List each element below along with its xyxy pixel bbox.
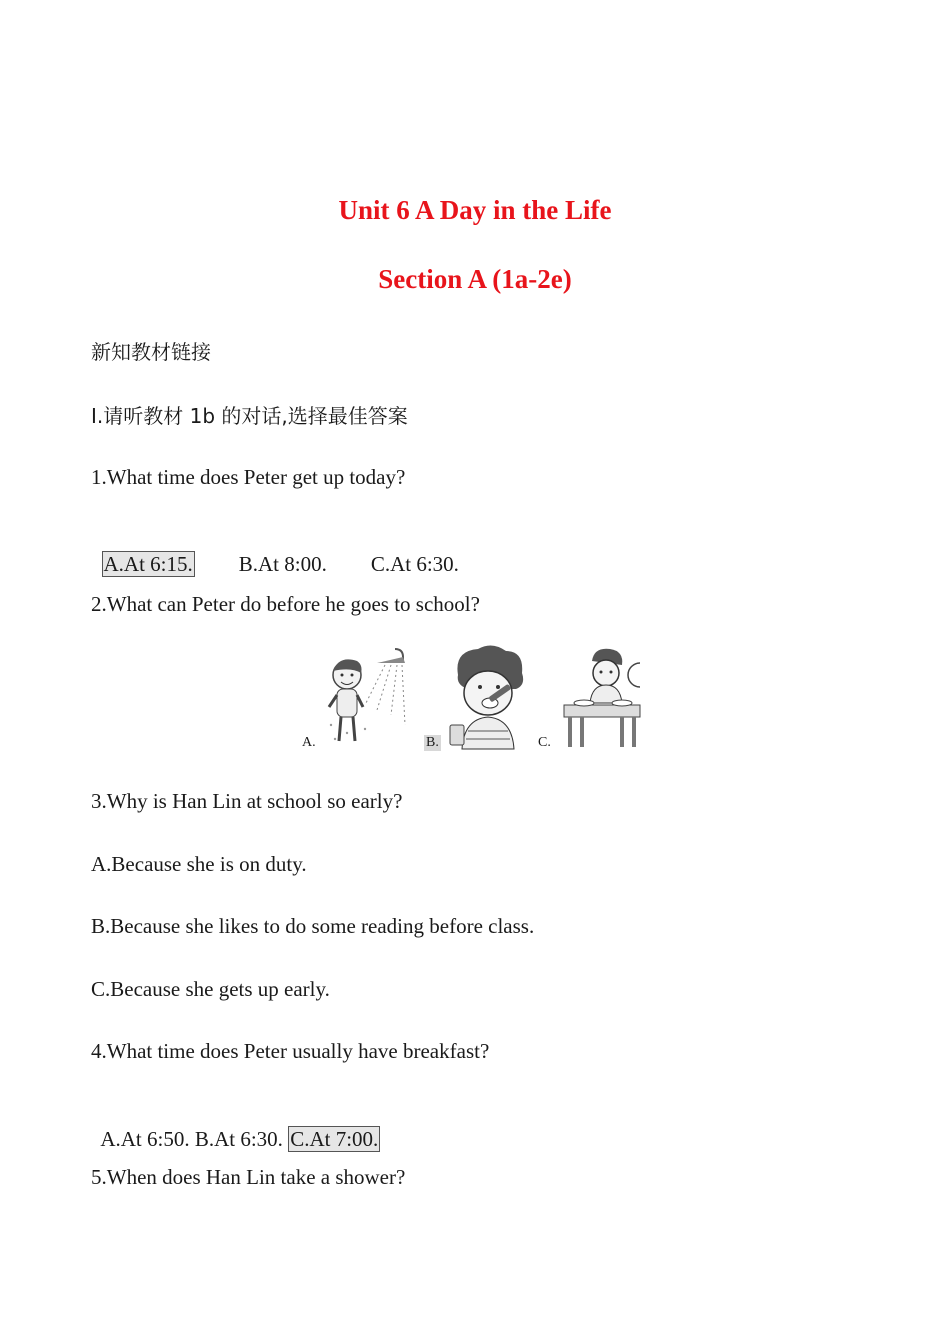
picture-c-label: C. — [538, 735, 551, 750]
option-a[interactable]: A.At 6:50. — [100, 1127, 190, 1151]
question-3-option-a[interactable]: A.Because she is on duty. — [91, 852, 307, 876]
brush-teeth-icon — [448, 645, 533, 750]
option-c[interactable]: C.At 6:30. — [370, 552, 459, 576]
option-b[interactable]: B.At 8:00. — [238, 552, 327, 576]
question-1: 1.What time does Peter get up today? — [91, 465, 406, 489]
question-4: 4.What time does Peter usually have breakfast? — [91, 1039, 490, 1063]
picture-b[interactable] — [448, 645, 533, 750]
picture-a-label: A. — [302, 735, 316, 750]
question-5: 5.When does Han Lin take a shower? — [91, 1165, 406, 1189]
shower-icon — [325, 645, 410, 750]
question-4-options — [91, 1102, 380, 1152]
question-1-options — [91, 527, 459, 577]
section-title: Section A (1a-2e) — [378, 264, 572, 294]
option-a[interactable]: A.At 6:15. — [103, 552, 193, 576]
option-c[interactable]: C.At 7:00. — [290, 1127, 379, 1151]
question-3-option-c[interactable]: C.Because she gets up early. — [91, 977, 330, 1001]
part-heading: Ⅰ.请听教材 1b 的对话,选择最佳答案 — [91, 404, 408, 428]
picture-c[interactable] — [560, 645, 642, 750]
question-3: 3.Why is Han Lin at school so early? — [91, 789, 403, 813]
picture-a[interactable] — [325, 645, 410, 750]
breakfast-icon — [560, 645, 642, 750]
question-3-option-b[interactable]: B.Because she likes to do some reading before class. — [91, 914, 535, 938]
picture-options — [300, 645, 645, 750]
unit-title: Unit 6 A Day in the Life — [338, 195, 612, 225]
section-label: 新知教材链接 — [91, 340, 211, 364]
picture-b-label: B. — [426, 735, 439, 750]
question-2: 2.What can Peter do before he goes to school? — [91, 592, 480, 616]
option-b[interactable]: B.At 6:30. — [194, 1127, 283, 1151]
